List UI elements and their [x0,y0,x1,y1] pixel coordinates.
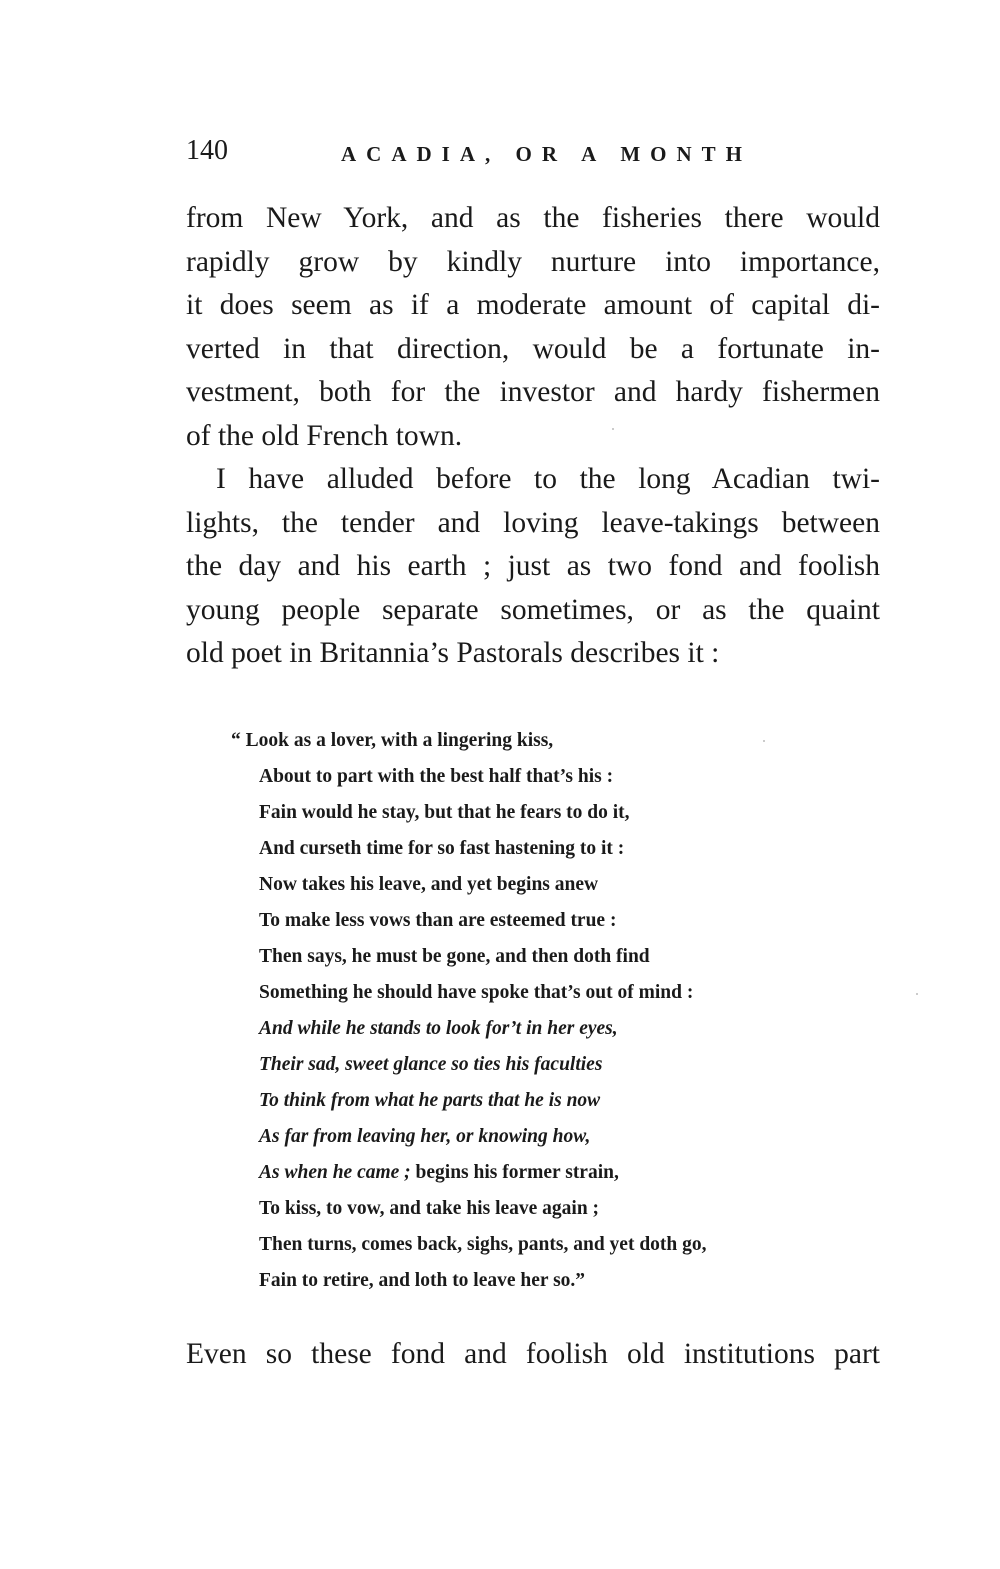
paragraph-2 [186,458,880,676]
poem-line: About to part with the best half that’s his : [259,766,614,787]
poem-line-roman-part: begins his former strain, [410,1162,619,1183]
paragraph-3 [186,1333,880,1377]
poem-line: Fain to retire, and loth to leave her so.” [259,1270,586,1291]
poem-line: “ Look as a lover, with a lingering kiss, [231,730,554,751]
paragraph-1 [186,197,880,458]
paper-speck [763,740,765,742]
paper-speck [612,428,614,430]
poem-line: To think from what he parts that he is now [259,1090,601,1111]
text-line: of the old French town. [186,419,463,452]
poem-line-italic-part: As when he came ; [259,1162,411,1183]
running-title: ACADIA, OR A MONTH [341,142,753,166]
poem-line: Then turns, comes back, sighs, pants, and yet doth go, [259,1234,707,1255]
text-line: verted in that direction, would be a fortunate in- [186,332,880,365]
poem-line: And curseth time for so fast hastening to it : [259,838,625,859]
text-line: rapidly grow by kindly nurture into importance, [186,245,880,278]
text-line: Even so these fond and foolish old institutions part [186,1338,880,1370]
text-line: the day and his earth ; just as two fond and foolish [186,550,880,582]
poem-line [231,1155,871,1191]
text-line: I have alluded before to the long Acadian twi- [216,463,880,495]
poem-quotation [231,723,871,1299]
page-number: 140 [186,135,228,166]
poem-line: To make less vows than are esteemed true : [259,910,617,931]
text-line: from New York, and as the fisheries there would [186,202,880,234]
poem-line: Their sad, sweet glance so ties his faculties [259,1054,603,1075]
poem-line: To kiss, to vow, and take his leave again ; [259,1198,600,1219]
poem-line: Now takes his leave, and yet begins anew [259,874,599,895]
text-line: old poet in Britannia’s Pastorals describes it : [186,637,720,669]
poem-line: Something he should have spoke that’s out of mind : [259,982,694,1003]
paper-speck [916,993,918,995]
text-line: lights, the tender and loving leave-takings between [186,506,880,539]
poem-line: And while he stands to look for’t in her eyes, [259,1018,618,1039]
text-line: vestment, both for the investor and hardy fishermen [186,376,880,408]
poem-line: Fain would he stay, but that he fears to do it, [259,802,630,823]
poem-line: Then says, he must be gone, and then doth find [259,946,650,967]
text-line: young people separate sometimes, or as the quaint [186,593,880,626]
poem-line: As far from leaving her, or knowing how, [259,1126,591,1147]
text-line: it does seem as if a moderate amount of capital di- [186,289,880,321]
page-header [186,135,886,175]
